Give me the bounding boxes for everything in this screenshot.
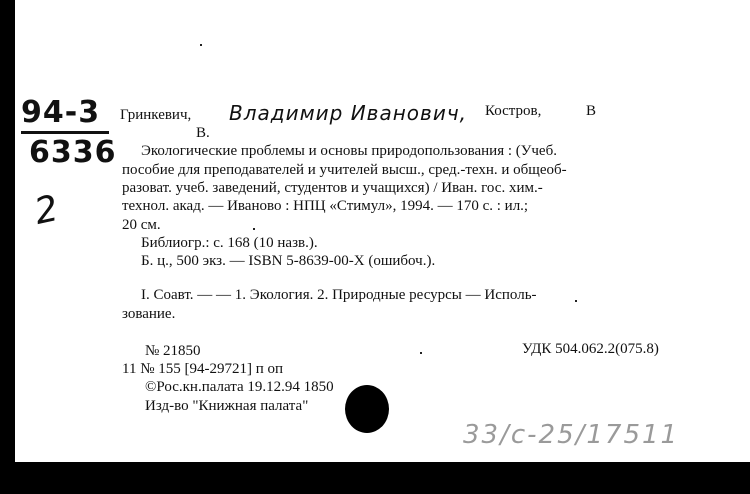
catalog-card (15, 0, 750, 462)
scan-speck (200, 44, 202, 46)
ink-blot (345, 385, 389, 433)
bibliography-note: Библиогр.: с. 168 (10 назв.). (141, 235, 318, 251)
author-surname: Гринкевич, (120, 107, 192, 123)
registration-line: 11 № 155 [94-29721] п оп (122, 361, 284, 377)
subjects-line-1: I. Соавт. — — 1. Экология. 2. Природные ресурсы — Исполь- (141, 287, 537, 303)
marginal-note: 2 (30, 188, 62, 233)
udc-code: УДК 504.062.2(075.8) (522, 341, 659, 357)
record-number: № 21850 (145, 343, 201, 359)
publisher-line: Изд-во "Книжная палата" (145, 398, 309, 414)
book-chamber-line: ©Рос.кн.палата 19.12.94 1850 (145, 379, 334, 395)
price-isbn-note: Б. ц., 500 экз. — ISBN 5-8639-00-X (ошибоч.). (141, 253, 436, 269)
author-given-name-handwritten: Владимир Иванович, (229, 101, 467, 125)
handwritten-code: 33/с-25/17511 (463, 420, 680, 450)
coauthor-initial: В (586, 103, 597, 119)
coauthor-surname: Костров, (485, 103, 542, 119)
shelf-mark-divider (21, 131, 109, 134)
shelf-mark-line1: 94-3 (21, 95, 101, 130)
description-line-2: пособие для преподавателей и учителей высш., сред.-техн. и общеоб- (122, 162, 567, 178)
description-line-5: 20 см. (122, 217, 161, 233)
description-line-1: Экологические проблемы и основы природопользования : (Учеб. (141, 143, 557, 159)
scan-speck (253, 228, 255, 230)
subjects-line-2: зование. (122, 306, 176, 322)
shelf-mark-line2: 6336 (29, 135, 117, 170)
scan-speck (575, 300, 577, 302)
second-initial: В. (196, 125, 210, 141)
description-line-4: технол. акад. — Иваново : НПЦ «Стимул», 1994. — 170 с. : ил.; (122, 198, 529, 214)
description-line-3: разоват. учеб. заведений, студентов и учащихся) / Иван. гос. хим.- (122, 180, 543, 196)
scan-speck (420, 352, 422, 354)
